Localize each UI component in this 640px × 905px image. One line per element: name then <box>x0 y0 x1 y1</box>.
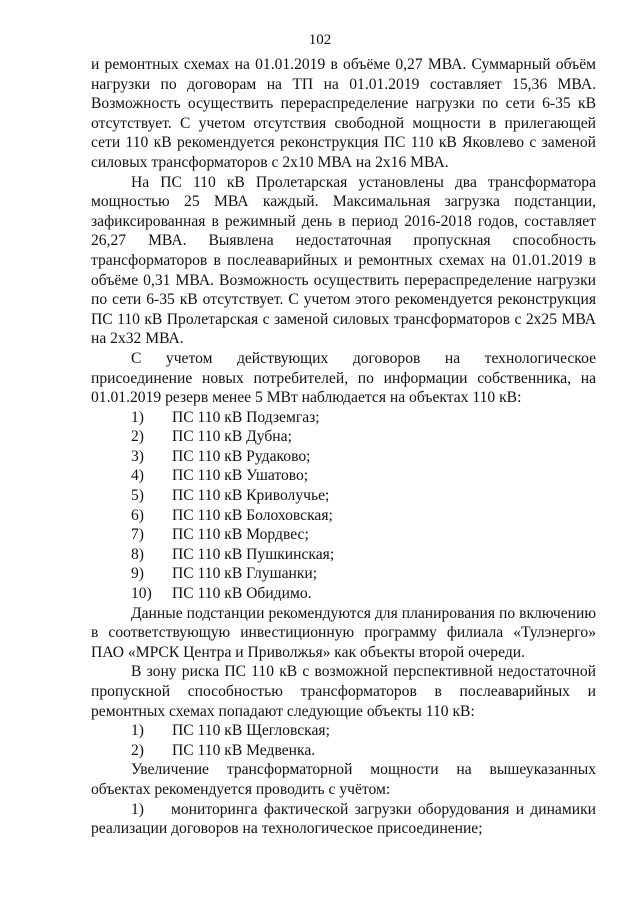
list-item: 5) ПС 110 кВ Криволучье; <box>131 487 330 505</box>
paragraph-yakovlevo: и ремонтных схемах на 01.01.2019 в объёме 0,27 МВА. Суммарный объём нагрузки по договорам на ТП на 01.01.2019 составляет 15,36 МВА. Возможность осуществить перераспределение нагрузки по сети 6-35 кВ отсутствует. С учетом отсутствия свободной мощности в прилегающей сети 110 кВ рекомендуется реконструкция ПС 110 кВ Яковлево с заменой силовых трансформаторов с 2х10 МВА на 2х16 МВА. <box>91 56 596 171</box>
page-number: 102 <box>308 32 332 48</box>
list-item: 4) ПС 110 кВ Ушатово; <box>131 467 309 485</box>
list-item: 2) ПС 110 кВ Дубна; <box>131 428 292 446</box>
list-item: 8) ПС 110 кВ Пушкинская; <box>131 545 335 563</box>
list-item: 3) ПС 110 кВ Рудаково; <box>131 447 311 465</box>
list-item: 6) ПС 110 кВ Болоховская; <box>131 506 333 524</box>
final-list-item: 1) мониторинга фактической загрузки оборудования и динамики реализации договоров на технологическое присоединение; <box>91 800 596 838</box>
paragraph-reserve-intro: С учетом действующих договоров на технологическое присоединение новых потребителей, по информации собственника, на 01.01.2019 резерв менее 5 МВт наблюдается на объектах 110 кВ: <box>91 349 596 407</box>
list-item: 1) ПС 110 кВ Подземгаз; <box>131 408 320 426</box>
list-item: 1) ПС 110 кВ Щегловская; <box>131 722 330 740</box>
paragraph-investment-program: Данные подстанции рекомендуются для планирования по включению в соответствующую инвестиционную программу филиала «Тулэнерго» ПАО «МРСК Центра и Приволжья» как объекты второй очереди. <box>91 604 596 661</box>
list-item: 10) ПС 110 кВ Обидимо. <box>131 585 312 603</box>
risk-substation-list <box>91 721 596 760</box>
page-content <box>91 55 596 839</box>
paragraph-proletarskaya: На ПС 110 кВ Пролетарская установлены два трансформатора мощностью 25 МВА каждый. Максимальная загрузка подстанции, зафиксированная в режимный день в период 2016-2018 годов, составляет 26,27 МВА. Выявлена недостаточная пропускная способность трансформаторов в послеаварийных и ремонтных схемах на 01.01.2019 в объёме 0,31 МВА. Возможность осуществить перераспределение нагрузки по сети 6-35 кВ отсутствует. С учетом этого рекомендуется реконструкция ПС 110 кВ Пролетарская с заменой силовых трансформаторов с 2х25 МВА на 2х32 МВА. <box>91 173 596 348</box>
list-item: 2) ПС 110 кВ Медвенка. <box>131 741 316 759</box>
paragraph-risk-zone: В зону риска ПС 110 кВ с возможной перспективной недостаточной пропускной способностью трансформаторов в послеаварийных и ремонтных схемах попадают следующие объекты 110 кВ: <box>91 663 596 720</box>
list-item: 7) ПС 110 кВ Мордвес; <box>131 526 309 544</box>
list-item: 9) ПС 110 кВ Глушанки; <box>131 565 318 583</box>
reserve-substation-list <box>91 408 596 604</box>
paragraph-capacity-increase: Увеличение трансформаторной мощности на вышеуказанных объектах рекомендуется проводить с учётом: <box>91 761 596 798</box>
